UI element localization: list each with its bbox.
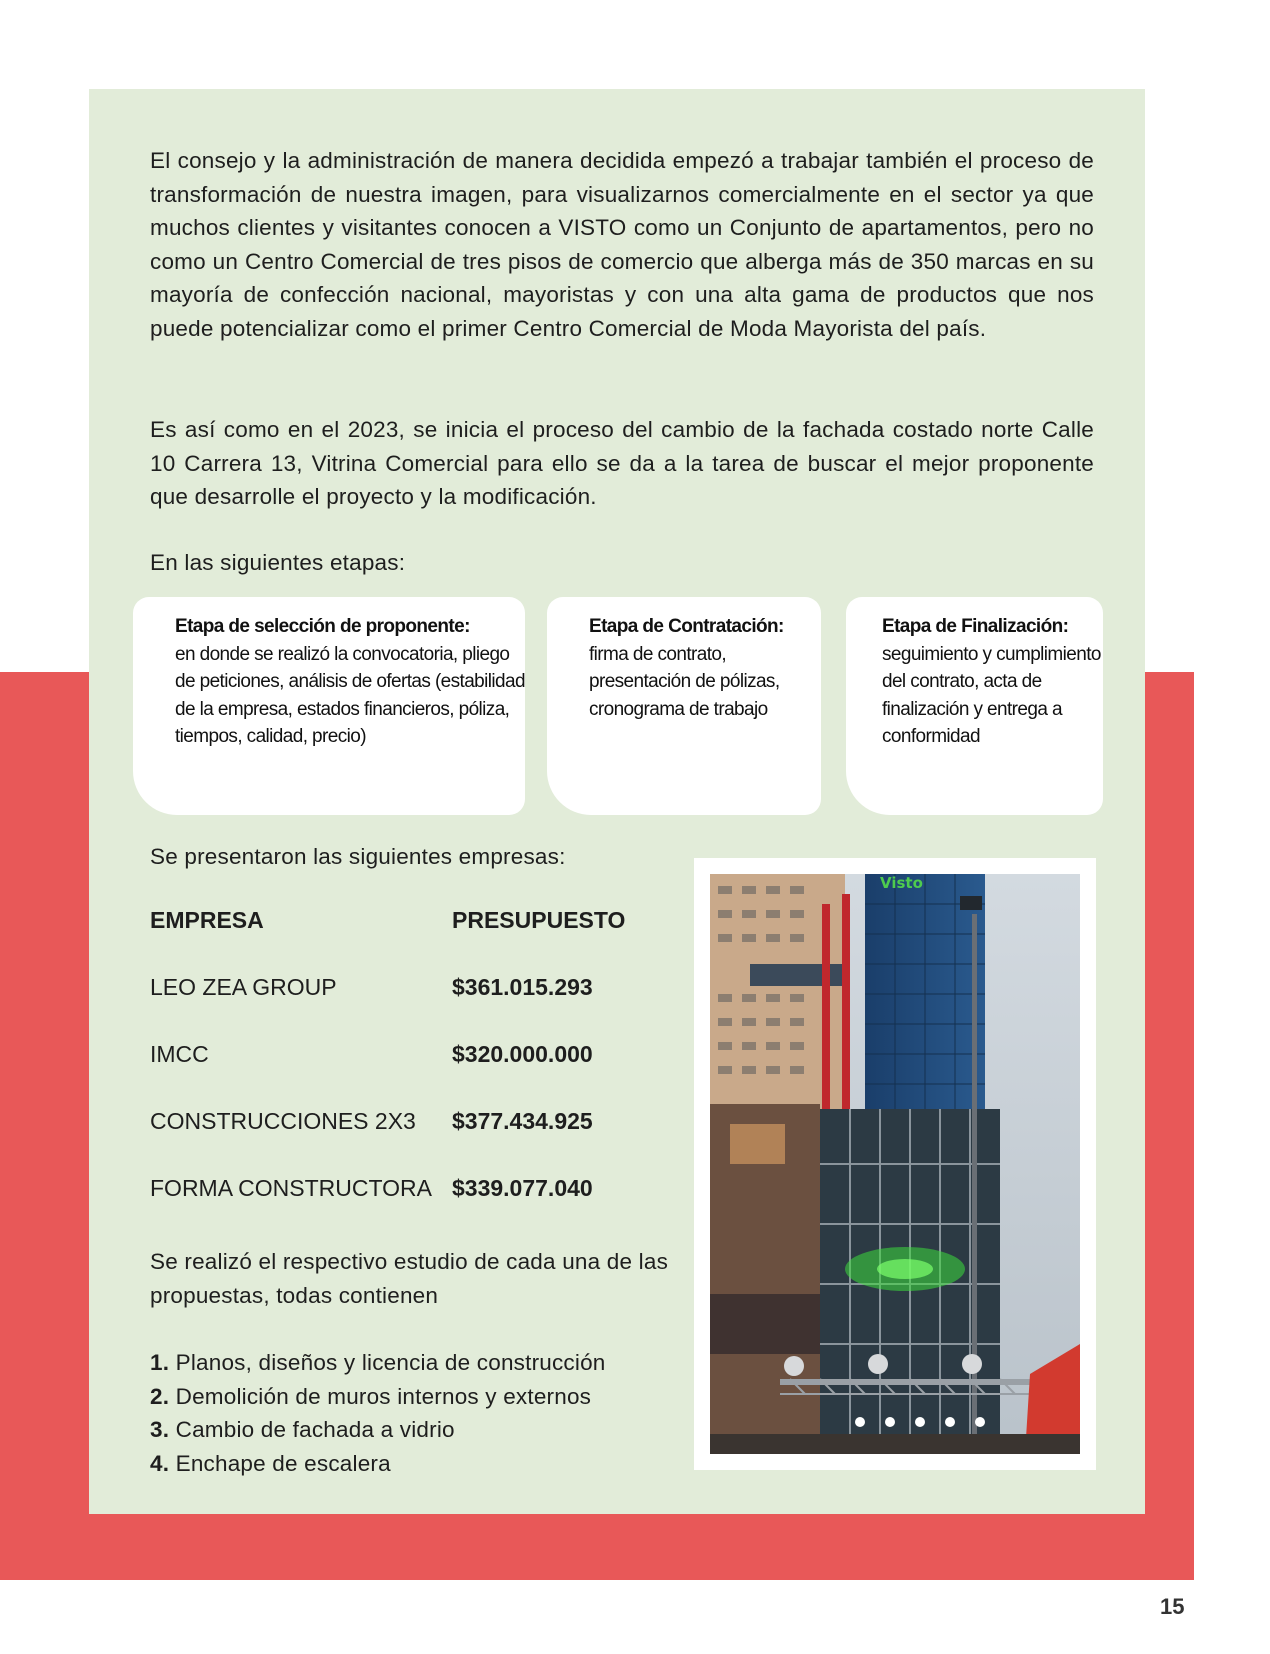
list-text: Cambio de fachada a vidrio — [175, 1417, 455, 1442]
study-paragraph: Se realizó el respectivo estudio de cada una de las propuestas, todas contienen — [150, 1249, 669, 1308]
stage-body: firma de contrato, presentación de pólizas, cronograma de trabajo — [589, 643, 780, 720]
list-text: Planos, diseños y licencia de construcción — [175, 1350, 606, 1375]
companies-intro: Se presentaron las siguientes empresas: — [150, 844, 566, 869]
list-item — [150, 1413, 606, 1447]
stage-card-completion — [846, 597, 1103, 815]
stage-card-contracting — [547, 597, 821, 815]
company-budget: $339.077.040 — [452, 1175, 593, 1201]
stage-title: Etapa de Contratación: — [589, 616, 784, 637]
list-text: Enchape de escalera — [175, 1450, 391, 1476]
company-name: LEO ZEA GROUP — [150, 974, 337, 1000]
company-budget: $320.000.000 — [452, 1041, 593, 1067]
list-item — [150, 1447, 606, 1481]
list-number: 4. — [150, 1450, 170, 1476]
company-budget: $377.434.925 — [452, 1108, 593, 1134]
stages-intro: En las siguientes etapas: — [150, 550, 406, 575]
list-text: Demolición de muros internos y externos — [175, 1383, 592, 1409]
company-budget: $361.015.293 — [452, 974, 593, 1000]
building-photo-frame — [694, 858, 1096, 1470]
company-name: IMCC — [150, 1041, 209, 1067]
list-number: 3. — [150, 1417, 170, 1442]
stage-title: Etapa de selección de proponente: — [175, 616, 470, 637]
header-company: EMPRESA — [150, 907, 264, 933]
building-illustration — [710, 874, 1080, 1454]
stage-body: en donde se realizó la convocatoria, pliego de peticiones, análisis de ofertas (estabilidad de la empresa, estados financieros, póliza, tiempos, calidad, precio) — [175, 643, 525, 747]
list-item — [150, 1380, 606, 1414]
intro-paragraph: El consejo y la administración de manera decidida empezó a trabajar también el proceso de transformación de nuestra imagen, para visualizarnos comercialmente en el sector ya que muchos clientes y visitantes conocen a VISTO como un Conjunto de apartamentos, pero no como un Centro Comercial de tres pisos de comercio que alberga más de 350 marcas en su mayoría de confección nacional, mayoristas y con una alta gama de productos que nos puede potencializar como el primer Centro Comercial de Moda Mayorista del país. — [150, 148, 1094, 341]
visto-sign-text: Visto — [880, 874, 923, 892]
contents-list — [150, 1346, 606, 1480]
stage-title: Etapa de Finalización: — [882, 616, 1069, 637]
list-item — [150, 1346, 606, 1380]
company-name: FORMA CONSTRUCTORA — [150, 1175, 432, 1201]
page-number: 15 — [1160, 1594, 1185, 1619]
company-name: CONSTRUCCIONES 2X3 — [150, 1108, 416, 1134]
list-number: 1. — [150, 1350, 170, 1375]
process-paragraph: Es así como en el 2023, se inicia el proceso del cambio de la fachada costado norte Calle 10 Carrera 13, Vitrina Comercial para ello se da a la tarea de buscar el mejor proponente que desarrolle el proyecto y la modificación. — [150, 417, 1094, 509]
stage-body: seguimiento y cumplimiento del contrato, acta de finalización y entrega a conformidad — [882, 643, 1101, 747]
list-number: 2. — [150, 1383, 170, 1409]
building-photo — [710, 874, 1080, 1454]
stage-card-selection — [133, 597, 525, 815]
header-budget: PRESUPUESTO — [452, 907, 626, 933]
